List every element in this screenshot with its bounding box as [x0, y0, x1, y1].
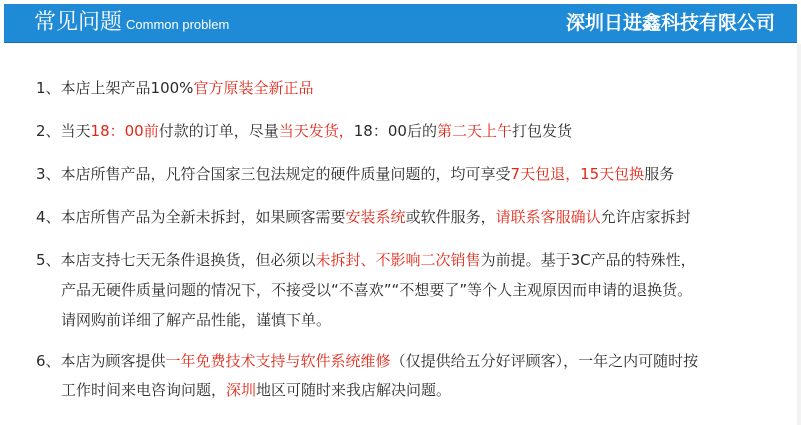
body-text: 6、本店为顾客提供 — [36, 352, 166, 370]
body-text: 4、本店所售产品为全新未拆封，如果顾客需要 — [36, 208, 346, 226]
body-text: 付款的订单，尽量 — [158, 122, 279, 140]
body-text: 5、本店支持七天无条件退换货，但必须以 — [36, 251, 316, 269]
highlight-text: 官方原装全新正品 — [193, 79, 314, 97]
body-text: 工作时间来电咨询问题， — [61, 381, 227, 399]
body-text: （仅提供给五分好评顾客），一年之内可随时按 — [390, 352, 699, 370]
body-text: 1、本店上架产品100% — [36, 79, 194, 97]
highlight-text: 当天发货， — [278, 122, 354, 140]
body-text: 2、当天 — [36, 122, 91, 140]
body-text: 允许店家拆封 — [600, 208, 691, 226]
faq-item-2 — [36, 121, 572, 141]
highlight-text: 一年免费技术支持与软件系统维修 — [165, 352, 391, 370]
highlight-text: 18：00前 — [90, 122, 159, 140]
body-text: 地区可随时来我店解决问题。 — [256, 381, 452, 399]
highlight-text: 第二天上午 — [436, 122, 512, 140]
faq-item-5-line-2 — [61, 280, 692, 300]
faq-item-5-line-3 — [61, 310, 331, 330]
faq-item-6 — [36, 351, 698, 371]
page-title-text: 常见问题 — [34, 10, 123, 35]
body-text: 服务 — [644, 165, 675, 183]
body-text: 产品无硬件质量问题的情况下，不接受以“不喜欢”“不想要了”等个人主观原因而申请的退换货。 — [61, 281, 693, 299]
faq-item-4 — [36, 207, 691, 227]
highlight-text: 安装系统 — [345, 208, 406, 226]
body-text: 或软件服务， — [405, 208, 496, 226]
body-text: 请网购前详细了解产品性能，谨慎下单。 — [61, 311, 332, 329]
faq-item-1 — [36, 78, 313, 98]
faq-item-3 — [36, 164, 674, 184]
body-text: 3、本店所售产品，凡符合国家三包法规定的硬件质量问题的，均可享受 — [36, 165, 511, 183]
highlight-text: 请联系客服确认 — [495, 208, 601, 226]
page-subtitle: Common problem — [126, 17, 230, 32]
body-text: 18：00后的 — [353, 122, 437, 140]
faq-item-5 — [36, 250, 696, 270]
body-text: 为前提。基于3C产品的特殊性， — [480, 251, 696, 269]
highlight-text: 7天包退，15天包换 — [510, 165, 645, 183]
company-name: 深圳日进鑫科技有限公司 — [565, 12, 775, 34]
faq-item-6-line-2 — [61, 380, 451, 400]
highlight-text: 深圳 — [226, 381, 257, 399]
body-text: 打包发货 — [511, 122, 572, 140]
highlight-text: 未拆封、不影响二次销售 — [315, 251, 481, 269]
